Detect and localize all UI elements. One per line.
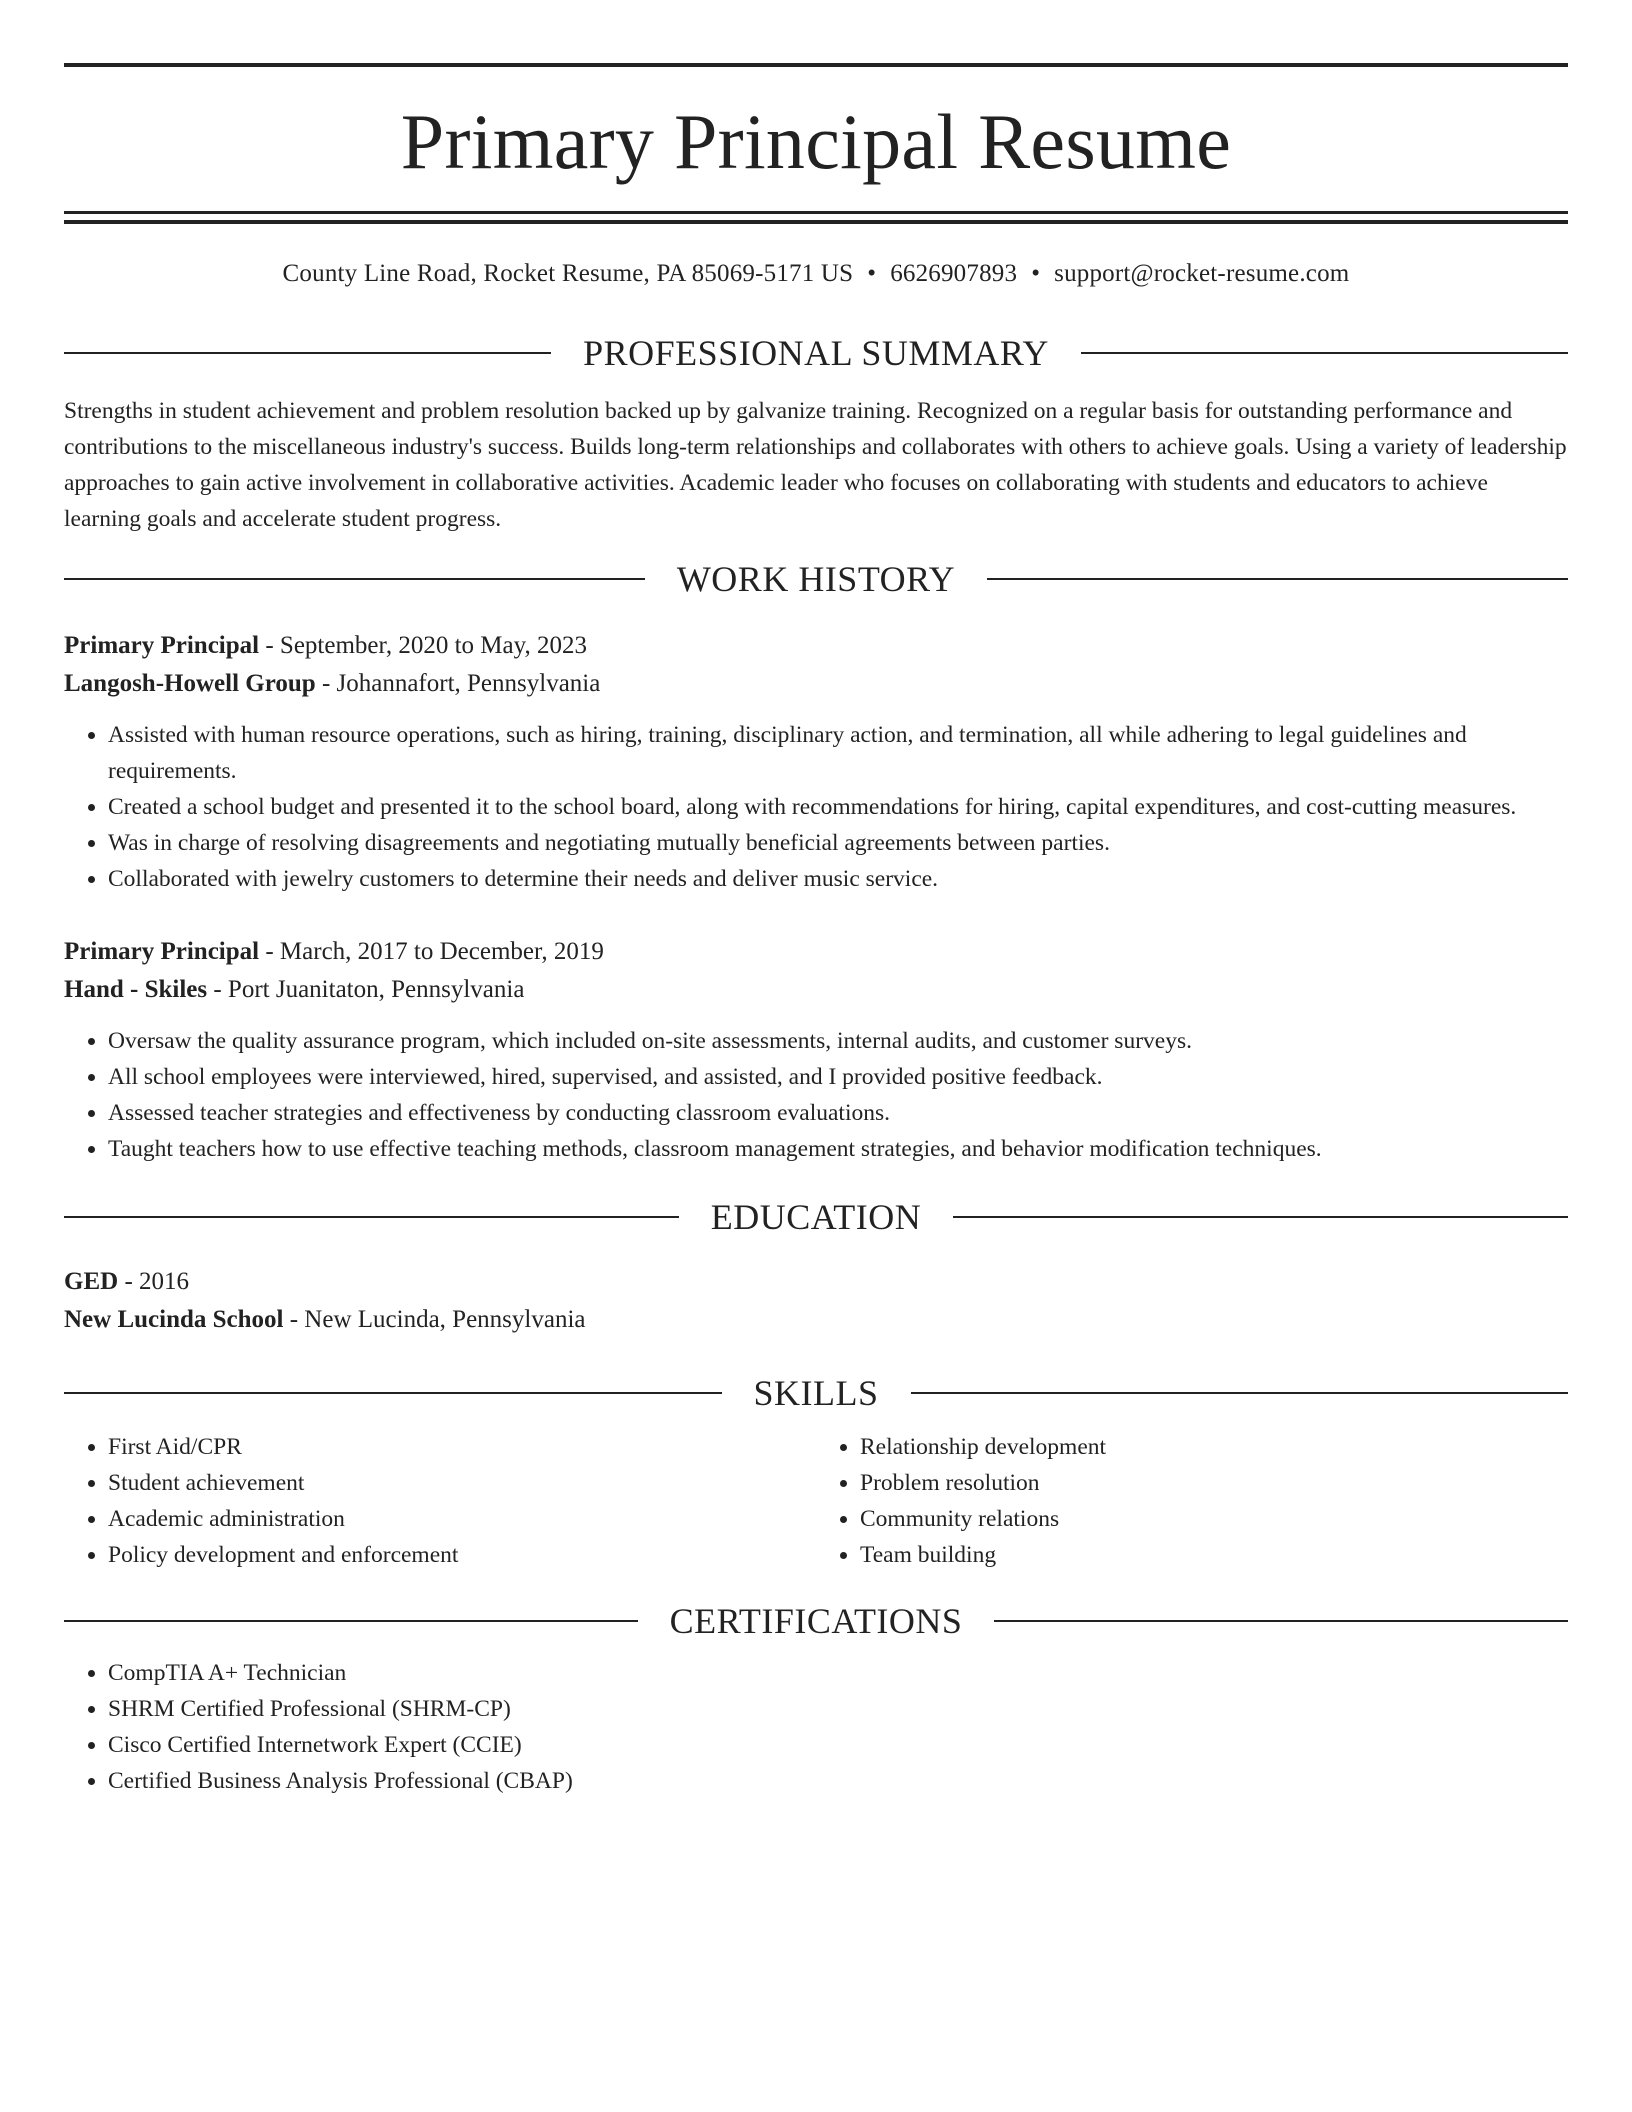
job-location: - Port Juanitaton, Pennsylvania <box>207 976 525 1003</box>
education-degree-line <box>64 1263 1568 1301</box>
job-bullet: • Taught teachers how to use effective teaching methods, classroom management strategies, and behavior modification techniques. <box>108 1131 1568 1167</box>
job-company: Langosh-Howell Group <box>64 670 316 697</box>
section-title-skills: SKILLS <box>753 1373 879 1413</box>
title-double-rule <box>64 211 1568 224</box>
section-rule <box>987 578 1568 580</box>
skill-item: • First Aid/CPR <box>108 1429 816 1465</box>
section-title-certifications: CERTIFICATIONS <box>669 1601 963 1641</box>
job-bullet: • Assessed teacher strategies and effectiveness by conducting classroom evaluations. <box>108 1095 1568 1131</box>
skill-item: • Relationship development <box>860 1429 1568 1465</box>
job-bullet-list <box>64 1023 1568 1167</box>
job-company-line <box>64 665 1568 703</box>
skills-grid <box>64 1429 1568 1573</box>
skill-item: • Policy development and enforcement <box>108 1537 816 1573</box>
education-school: New Lucinda School <box>64 1306 284 1333</box>
skill-item: • Community relations <box>860 1501 1568 1537</box>
job-bullet: • All school employees were interviewed, hired, supervised, and assisted, and I provided positive feedback. <box>108 1059 1568 1095</box>
section-header-certifications <box>64 1601 1568 1641</box>
section-rule <box>64 1620 638 1622</box>
contact-phone: 6626907893 <box>890 260 1018 287</box>
certification-item: • CompTIA A+ Technician <box>108 1655 1568 1691</box>
skill-item: • Problem resolution <box>860 1465 1568 1501</box>
job-bullet: • Collaborated with jewelry customers to determine their needs and deliver music service. <box>108 861 1568 897</box>
job-bullet-list <box>64 717 1568 897</box>
section-header-education <box>64 1197 1568 1237</box>
skill-item: • Team building <box>860 1537 1568 1573</box>
job-bullet: • Assisted with human resource operations, such as hiring, training, disciplinary action, and termination, all while adhering to legal guidelines and requirements. <box>108 717 1568 789</box>
section-rule <box>1081 352 1568 354</box>
job-dates: - March, 2017 to December, 2019 <box>259 938 604 965</box>
job-dates: - September, 2020 to May, 2023 <box>259 632 587 659</box>
summary-text: Strengths in student achievement and problem resolution backed up by galvanize training. Recognized on a regular basis for outstanding performance and contributions to the miscellaneous industry's success. Builds long-term relationships and collaborates with others to achieve goals. Using a variety of leadership approaches to gain active involvement in collaborative activities. Academic leader who focuses on collaborating with students and educators to achieve learning goals and accelerate student progress. <box>64 398 1567 532</box>
certifications-list <box>64 1655 1568 1799</box>
job-bullet: • Was in charge of resolving disagreements and negotiating mutually beneficial agreements between parties. <box>108 825 1568 861</box>
certification-item: • SHRM Certified Professional (SHRM-CP) <box>108 1691 1568 1727</box>
skill-item: • Academic administration <box>108 1501 816 1537</box>
job-bullet: • Oversaw the quality assurance program, which included on-site assessments, internal audits, and customer surveys. <box>108 1023 1568 1059</box>
job-title: Primary Principal <box>64 632 260 659</box>
contact-separator: • <box>867 260 877 287</box>
education-location: - New Lucinda, Pennsylvania <box>283 1306 586 1333</box>
certification-item: • Cisco Certified Internetwork Expert (CCIE) <box>108 1727 1568 1763</box>
section-header-skills <box>64 1373 1568 1413</box>
skill-item: • Student achievement <box>108 1465 816 1501</box>
section-rule <box>64 1392 722 1394</box>
section-rule <box>64 1216 679 1218</box>
resume-title: Primary Principal Resume <box>400 98 1232 185</box>
top-rule <box>64 63 1568 67</box>
section-rule <box>64 352 551 354</box>
skills-list-left <box>64 1429 816 1573</box>
education-entry <box>64 1263 1568 1339</box>
job-location: - Johannafort, Pennsylvania <box>315 670 601 697</box>
contact-email: support@rocket-resume.com <box>1054 260 1350 287</box>
education-year: - 2016 <box>118 1268 190 1295</box>
job-title-line <box>64 933 1568 971</box>
education-degree: GED <box>64 1268 119 1295</box>
job-title: Primary Principal <box>64 938 260 965</box>
job-entry <box>64 627 1568 897</box>
job-title-line <box>64 627 1568 665</box>
section-rule <box>64 578 645 580</box>
skills-list-right <box>816 1429 1568 1573</box>
section-title-work: WORK HISTORY <box>676 559 956 599</box>
section-rule <box>953 1216 1568 1218</box>
contact-line <box>64 259 1568 289</box>
section-header-work <box>64 559 1568 599</box>
job-company: Hand - Skiles <box>64 976 208 1003</box>
section-header-summary <box>64 333 1568 373</box>
certification-item: • Certified Business Analysis Professional (CBAP) <box>108 1763 1568 1799</box>
section-rule <box>911 1392 1569 1394</box>
contact-address: County Line Road, Rocket Resume, PA 85069-5171 US <box>282 260 854 287</box>
job-bullet: • Created a school budget and presented it to the school board, along with recommendations for hiring, capital expenditures, and cost-cutting measures. <box>108 789 1568 825</box>
job-entry <box>64 933 1568 1167</box>
section-title-education: EDUCATION <box>710 1197 922 1237</box>
contact-separator: • <box>1031 260 1041 287</box>
section-title-summary: PROFESSIONAL SUMMARY <box>583 333 1049 373</box>
education-school-line <box>64 1301 1568 1339</box>
section-rule <box>994 1620 1568 1622</box>
job-company-line <box>64 971 1568 1009</box>
